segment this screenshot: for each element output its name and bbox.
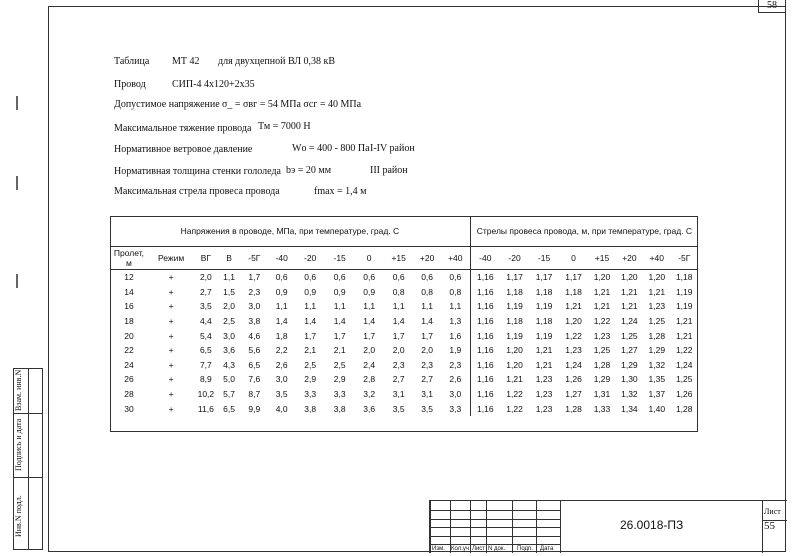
table-cell: 0,6 bbox=[363, 272, 376, 283]
table-cell: 1,20 bbox=[648, 272, 666, 283]
wind-region: I-IV район bbox=[370, 143, 415, 154]
table-cell: 1,28 bbox=[648, 330, 666, 341]
table-cell: 24 bbox=[124, 359, 134, 370]
table-cell: 11,6 bbox=[197, 403, 214, 414]
table-cell: 0,6 bbox=[392, 272, 405, 283]
table-label: Таблица bbox=[114, 56, 150, 67]
table-cell: 1,37 bbox=[648, 389, 666, 400]
table-cell: 26 bbox=[124, 374, 134, 385]
table-cell: 1,27 bbox=[621, 345, 638, 356]
table-cell: 1,21 bbox=[535, 359, 553, 370]
column-header-stress: -40 bbox=[268, 247, 295, 270]
column-header-sag: 0 bbox=[559, 247, 589, 270]
table-cell: 1,18 bbox=[535, 316, 553, 327]
table-row bbox=[110, 285, 698, 300]
table-id: МТ 42 bbox=[172, 56, 200, 67]
table-cell: 1,7 bbox=[392, 330, 405, 341]
stress-value: σ_ = σвг = 54 МПа σсг = 40 МПа bbox=[222, 99, 362, 110]
table-row bbox=[110, 299, 698, 314]
table-cell: 1,4 bbox=[275, 316, 288, 327]
table-cell: 1,21 bbox=[648, 286, 666, 297]
table-cell: 16 bbox=[124, 301, 134, 312]
top-sheet-number: 58 bbox=[758, 0, 786, 13]
table-cell: 1,19 bbox=[506, 330, 523, 341]
table-cell: 1,23 bbox=[565, 345, 582, 356]
table-cell: 1,25 bbox=[593, 345, 611, 356]
table-cell: 1,26 bbox=[675, 389, 693, 400]
table-cell: 1,23 bbox=[535, 389, 553, 400]
side-stamp bbox=[13, 368, 43, 550]
table-cell: 1,17 bbox=[565, 272, 582, 283]
table-cell: 5,6 bbox=[248, 345, 261, 356]
table-cell: 4,0 bbox=[275, 403, 288, 414]
table-cell: 1,16 bbox=[470, 343, 500, 358]
table-cell: 30 bbox=[124, 403, 134, 414]
table-cell: 1,21 bbox=[535, 345, 553, 356]
ice-region: III район bbox=[370, 165, 408, 176]
table-cell: 1,19 bbox=[535, 301, 553, 312]
table-cell: 1,18 bbox=[535, 286, 553, 297]
wire-value: СИП-4 4х120+2х35 bbox=[172, 79, 255, 90]
column-header-stress: -5Г bbox=[241, 247, 268, 270]
table-cell: 5,4 bbox=[199, 330, 212, 341]
table-cell: 3,0 bbox=[449, 389, 462, 400]
stamp-label: Подп. bbox=[517, 546, 533, 552]
table-cell: + bbox=[168, 301, 174, 312]
table-cell: 3,8 bbox=[248, 316, 261, 327]
column-header-stress: +20 bbox=[413, 247, 440, 270]
column-header-sag: -20 bbox=[500, 247, 530, 270]
table-cell: 1,4 bbox=[363, 316, 376, 327]
table-cell: 2,9 bbox=[333, 374, 346, 385]
table-cell: 1,16 bbox=[470, 299, 500, 314]
stress-label: Допустимое напряжение bbox=[114, 99, 220, 110]
table-cell: 2,5 bbox=[333, 359, 346, 370]
table-cell: 1,25 bbox=[648, 316, 666, 327]
table-cell: 1,16 bbox=[470, 314, 500, 329]
document-code: 26.0018-ПЗ bbox=[620, 518, 684, 532]
table-cell: 0,8 bbox=[449, 286, 462, 297]
column-header-stress: 0 bbox=[354, 247, 384, 270]
table-cell: 1,1 bbox=[421, 301, 434, 312]
table-cell: 1,21 bbox=[675, 330, 693, 341]
table-cell: 2,1 bbox=[333, 345, 346, 356]
table-cell: 2,0 bbox=[363, 345, 376, 356]
table-cell: 2,7 bbox=[392, 374, 405, 385]
side-label-sign-date: Подпись и дата bbox=[14, 418, 23, 472]
table-cell: 1,3 bbox=[449, 316, 462, 327]
table-cell: 10,2 bbox=[197, 389, 215, 400]
column-header-mode: Режим bbox=[148, 247, 194, 270]
table-cell: 1,30 bbox=[621, 374, 638, 385]
table-row bbox=[110, 314, 698, 329]
table-cell: 1,4 bbox=[421, 316, 434, 327]
table-cell: + bbox=[168, 330, 174, 341]
table-cell: 1,20 bbox=[565, 316, 582, 327]
table-cell: 1,26 bbox=[565, 374, 582, 385]
table-cell: 1,34 bbox=[621, 403, 638, 414]
table-cell: 4,6 bbox=[248, 330, 261, 341]
table-cell: 1,4 bbox=[304, 316, 317, 327]
table-cell: 1,28 bbox=[675, 403, 693, 414]
table-cell: 0,9 bbox=[333, 286, 346, 297]
table-cell: 3,5 bbox=[392, 403, 405, 414]
table-cell: 1,18 bbox=[675, 272, 693, 283]
table-cell: 1,31 bbox=[593, 389, 611, 400]
column-header-stress: +15 bbox=[384, 247, 414, 270]
table-cell: 0,6 bbox=[275, 272, 288, 283]
table-cell: 3,1 bbox=[421, 389, 434, 400]
table-cell: 1,32 bbox=[648, 359, 666, 370]
table-cell: 0,8 bbox=[421, 286, 434, 297]
table-cell: 3,5 bbox=[421, 403, 434, 414]
table-cell: 1,40 bbox=[648, 403, 666, 414]
column-header-stress: ВГ bbox=[194, 247, 217, 270]
table-cell: + bbox=[168, 345, 174, 356]
table-cell: 3,3 bbox=[449, 403, 462, 414]
table-cell: 2,0 bbox=[223, 301, 235, 312]
table-cell: 28 bbox=[124, 389, 134, 400]
table-cell: 6,5 bbox=[248, 359, 261, 370]
table-cell: 1,19 bbox=[535, 330, 553, 341]
tension-label: Максимальное тяжение провода bbox=[114, 123, 252, 134]
table-cell: 1,29 bbox=[621, 359, 638, 370]
table-cell: 9,9 bbox=[248, 403, 261, 414]
table-cell: + bbox=[168, 286, 174, 297]
table-cell: 2,0 bbox=[199, 272, 212, 283]
table-cell: 1,17 bbox=[506, 272, 523, 283]
table-cell: 3,6 bbox=[223, 345, 235, 356]
sag-value: fmax = 1,4 м bbox=[314, 186, 367, 197]
table-cell: 4,4 bbox=[199, 316, 212, 327]
table-row bbox=[110, 343, 698, 358]
tension-value: Тм = 7000 Н bbox=[258, 121, 311, 132]
wind-label: Нормативное ветровое давление bbox=[114, 144, 253, 155]
table-cell: 1,32 bbox=[621, 389, 638, 400]
table-cell: 1,24 bbox=[565, 359, 582, 370]
stamp-label: Лист bbox=[472, 546, 486, 552]
side-label-inv-replace: Взам. инв.N bbox=[14, 369, 23, 411]
table-cell: 1,17 bbox=[535, 272, 553, 283]
table-row bbox=[110, 372, 698, 387]
table-cell: 1,25 bbox=[621, 330, 638, 341]
table-cell: 3,5 bbox=[199, 301, 212, 312]
table-cell: 3,3 bbox=[333, 389, 346, 400]
table-cell: 1,21 bbox=[675, 316, 693, 327]
table-cell: 2,4 bbox=[363, 359, 376, 370]
table-cell: + bbox=[168, 359, 174, 370]
table-cell: 1,1 bbox=[304, 301, 317, 312]
table-cell: 1,16 bbox=[470, 270, 500, 285]
table-cell: 2,0 bbox=[421, 345, 434, 356]
table-row bbox=[110, 358, 698, 373]
stamp-label: Изм. bbox=[432, 546, 445, 552]
table-cell: 1,1 bbox=[392, 301, 405, 312]
table-cell: 12 bbox=[124, 272, 134, 283]
table-cell: 5,7 bbox=[223, 389, 235, 400]
table-cell: 1,8 bbox=[275, 330, 288, 341]
column-header-sag: -5Г bbox=[670, 247, 698, 270]
table-cell: 2,3 bbox=[421, 359, 434, 370]
column-header-stress: -15 bbox=[325, 247, 355, 270]
table-cell: 1,22 bbox=[506, 389, 523, 400]
table-cell: 1,23 bbox=[535, 403, 553, 414]
table-cell: 1,16 bbox=[470, 328, 500, 343]
table-cell: 1,1 bbox=[363, 301, 376, 312]
table-cell: 1,1 bbox=[223, 272, 235, 283]
table-cell: 1,7 bbox=[248, 272, 261, 283]
table-cell: 3,8 bbox=[304, 403, 317, 414]
table-cell: 4,3 bbox=[223, 359, 235, 370]
table-row bbox=[110, 270, 698, 285]
column-header-sag: +20 bbox=[616, 247, 643, 270]
table-cell: 1,6 bbox=[449, 330, 462, 341]
table-cell: 1,18 bbox=[565, 286, 582, 297]
table-cell: 18 bbox=[124, 316, 134, 327]
wire-label: Провод bbox=[114, 79, 146, 90]
sheet-label: Лист bbox=[764, 507, 781, 516]
table-cell: 8,9 bbox=[199, 374, 212, 385]
column-header-stress: В bbox=[217, 247, 240, 270]
binding-mark bbox=[16, 274, 18, 288]
table-cell: 1,1 bbox=[275, 301, 288, 312]
table-row bbox=[110, 401, 698, 416]
table-cell: 1,24 bbox=[621, 316, 638, 327]
table-cell: 3,1 bbox=[392, 389, 405, 400]
stress-group-header: Напряжения в проводе, МПа, при температуре, град. С bbox=[110, 216, 470, 247]
table-cell: 1,21 bbox=[565, 301, 582, 312]
table-cell: 1,23 bbox=[648, 301, 666, 312]
column-header-sag: +15 bbox=[588, 247, 615, 270]
table-cell: 1,23 bbox=[535, 374, 553, 385]
table-cell: 3,5 bbox=[275, 389, 288, 400]
table-cell: 1,21 bbox=[621, 286, 638, 297]
table-cell: 14 bbox=[124, 286, 134, 297]
table-cell: 6,5 bbox=[223, 403, 235, 414]
table-cell: 1,21 bbox=[593, 286, 611, 297]
table-cell: 2,7 bbox=[199, 286, 212, 297]
table-cell: 1,18 bbox=[506, 316, 523, 327]
table-cell: 1,7 bbox=[304, 330, 317, 341]
table-cell: 1,1 bbox=[449, 301, 462, 312]
table-cell: 2,5 bbox=[223, 316, 235, 327]
table-cell: 1,4 bbox=[392, 316, 405, 327]
table-cell: 0,6 bbox=[449, 272, 462, 283]
table-cell: 1,28 bbox=[593, 359, 611, 370]
table-cell: + bbox=[168, 374, 174, 385]
table-cell: 1,20 bbox=[621, 272, 638, 283]
table-cell: 8,7 bbox=[248, 389, 261, 400]
table-cell: 2,9 bbox=[304, 374, 317, 385]
column-header-sag: +40 bbox=[643, 247, 670, 270]
table-cell: 22 bbox=[124, 345, 134, 356]
table-cell: + bbox=[168, 316, 174, 327]
table-cell: 2,5 bbox=[304, 359, 317, 370]
table-cell: 2,1 bbox=[304, 345, 317, 356]
table-cell: 1,20 bbox=[593, 272, 611, 283]
table-cell: 0,9 bbox=[304, 286, 317, 297]
table-cell: 1,7 bbox=[363, 330, 376, 341]
table-cell: 1,7 bbox=[421, 330, 434, 341]
table-cell: 3,0 bbox=[223, 330, 235, 341]
table-cell: 2,3 bbox=[392, 359, 405, 370]
table-cell: 1,1 bbox=[333, 301, 346, 312]
table-cell: 1,25 bbox=[675, 374, 693, 385]
table-cell: 1,16 bbox=[470, 372, 500, 387]
table-cell: 3,0 bbox=[248, 301, 261, 312]
table-cell: 2,3 bbox=[449, 359, 462, 370]
table-cell: 1,27 bbox=[565, 389, 582, 400]
table-row bbox=[110, 328, 698, 343]
table-cell: 0,6 bbox=[333, 272, 346, 283]
table-cell: 1,29 bbox=[593, 374, 611, 385]
data-table bbox=[110, 216, 698, 416]
table-cell: 1,20 bbox=[506, 345, 523, 356]
table-cell: 3,3 bbox=[304, 389, 317, 400]
table-cell: 2,6 bbox=[275, 359, 288, 370]
table-cell: 0,6 bbox=[304, 272, 317, 283]
binding-mark bbox=[16, 176, 18, 190]
table-cell: 1,24 bbox=[675, 359, 693, 370]
table-cell: 1,21 bbox=[506, 374, 523, 385]
table-cell: 6,5 bbox=[199, 345, 212, 356]
column-header-span: Пролет, м bbox=[110, 247, 148, 270]
stamp-label: Кол.уч bbox=[451, 546, 469, 552]
table-cell: 1,21 bbox=[593, 301, 611, 312]
stamp-label: Дата bbox=[540, 546, 554, 552]
table-cell: 3,2 bbox=[363, 389, 376, 400]
table-cell: 20 bbox=[124, 330, 134, 341]
table-cell: 1,23 bbox=[593, 330, 611, 341]
table-cell: 7,7 bbox=[199, 359, 212, 370]
table-cell: + bbox=[168, 389, 174, 400]
column-header-sag: -40 bbox=[470, 247, 500, 270]
ice-value: bэ = 20 мм bbox=[286, 165, 332, 176]
table-cell: 1,7 bbox=[333, 330, 346, 341]
table-cell: 1,9 bbox=[449, 345, 462, 356]
table-cell: 0,9 bbox=[275, 286, 288, 297]
table-cell: 3,8 bbox=[333, 403, 346, 414]
table-cell: 3,6 bbox=[363, 403, 376, 414]
table-cell: 2,3 bbox=[248, 286, 261, 297]
sag-label: Максимальная стрела провеса провода bbox=[114, 186, 280, 197]
table-cell: 1,16 bbox=[470, 358, 500, 373]
table-cell: 0,9 bbox=[363, 286, 376, 297]
side-label-inv-orig: Инв.N подл. bbox=[14, 495, 23, 537]
table-cell: 1,5 bbox=[223, 286, 235, 297]
table-cell: 1,4 bbox=[333, 316, 346, 327]
table-cell: 2,2 bbox=[275, 345, 288, 356]
table-cell: 5,0 bbox=[223, 374, 235, 385]
table-cell: 1,19 bbox=[675, 286, 693, 297]
table-cell: 3,0 bbox=[275, 374, 288, 385]
table-cell: 7,6 bbox=[248, 374, 261, 385]
table-cell: 1,35 bbox=[648, 374, 666, 385]
table-cell: 1,22 bbox=[565, 330, 582, 341]
table-description: для двухцепной ВЛ 0,38 кВ bbox=[218, 56, 336, 67]
table-cell: 1,16 bbox=[470, 401, 500, 416]
table-cell: 2,0 bbox=[392, 345, 405, 356]
table-cell: 1,16 bbox=[470, 285, 500, 300]
ice-label: Нормативная толщина стенки гололеда bbox=[114, 166, 281, 177]
table-cell: 2,6 bbox=[449, 374, 462, 385]
binding-mark bbox=[16, 96, 18, 110]
sheet-number: 55 bbox=[764, 520, 775, 532]
table-cell: 1,16 bbox=[470, 387, 500, 402]
column-header-sag: -15 bbox=[529, 247, 559, 270]
table-cell: + bbox=[168, 403, 174, 414]
table-cell: 2,7 bbox=[421, 374, 434, 385]
table-cell: 2,8 bbox=[363, 374, 376, 385]
title-block bbox=[429, 500, 787, 553]
column-header-stress: +40 bbox=[441, 247, 471, 270]
table-cell: 1,29 bbox=[648, 345, 666, 356]
wind-value: Wо = 400 - 800 Па bbox=[292, 143, 370, 154]
table-cell: 1,22 bbox=[593, 316, 611, 327]
table-cell: 1,18 bbox=[506, 286, 523, 297]
table-cell: + bbox=[168, 272, 174, 283]
table-cell: 1,19 bbox=[675, 301, 693, 312]
column-header-stress: -20 bbox=[295, 247, 325, 270]
stamp-label: N док. bbox=[488, 546, 506, 552]
table-row bbox=[110, 387, 698, 402]
table-cell: 1,33 bbox=[593, 403, 611, 414]
table-cell: 1,22 bbox=[675, 345, 693, 356]
table-cell: 1,22 bbox=[506, 403, 523, 414]
table-cell: 1,19 bbox=[506, 301, 523, 312]
table-cell: 1,20 bbox=[506, 359, 523, 370]
table-cell: 1,28 bbox=[565, 403, 582, 414]
sag-group-header: Стрелы провеса провода, м, при температуре, град. С bbox=[470, 216, 698, 247]
table-cell: 0,6 bbox=[421, 272, 434, 283]
table-cell: 0,8 bbox=[392, 286, 405, 297]
table-cell: 1,21 bbox=[621, 301, 638, 312]
